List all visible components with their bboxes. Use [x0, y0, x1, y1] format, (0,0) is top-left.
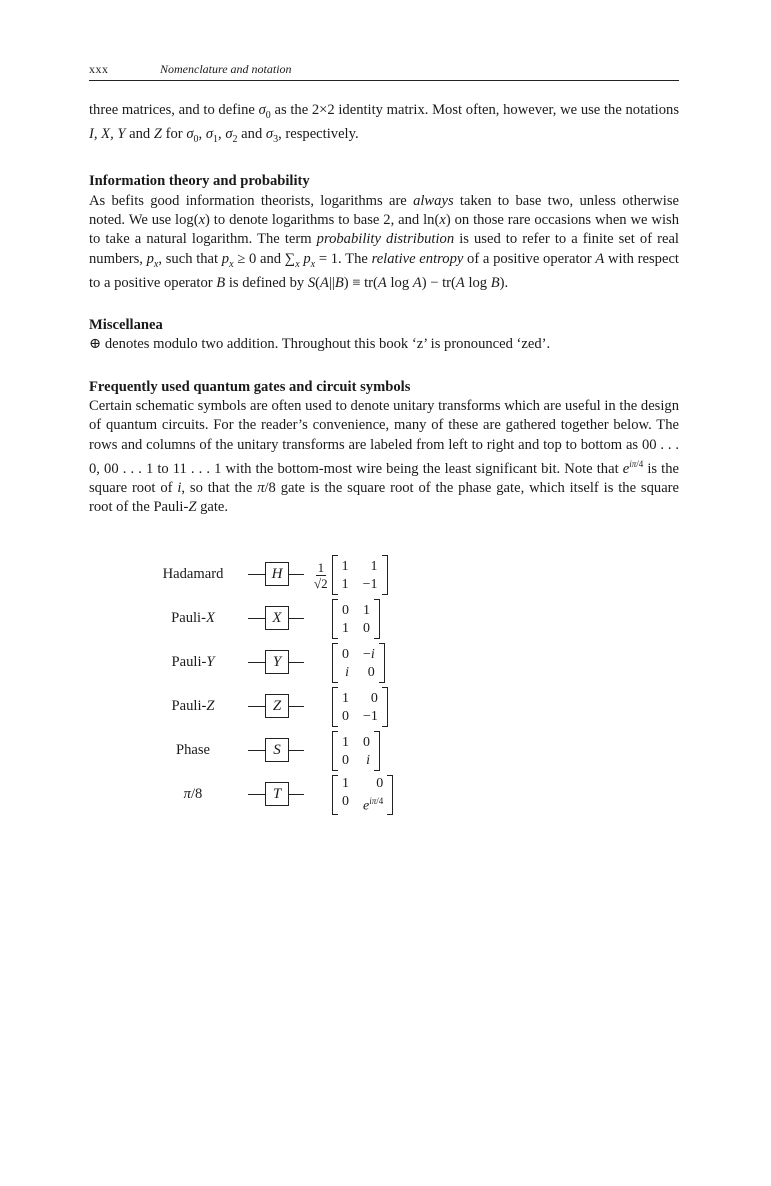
matrix-entry: −1 — [363, 708, 378, 724]
right-bracket — [379, 643, 385, 683]
right-bracket — [382, 555, 388, 595]
gate-matrix — [332, 599, 380, 639]
matrix-entry: 0 — [342, 752, 349, 768]
matrix-entry: 0 — [367, 664, 375, 680]
gate-matrix — [332, 775, 393, 815]
gate-name: Pauli-Y — [171, 654, 215, 670]
page-number: xxx — [89, 62, 109, 76]
gate-symbol: H — [265, 562, 289, 586]
section-heading-miscellanea: Miscellanea — [89, 317, 163, 334]
matrix-entry: 0 — [370, 690, 378, 706]
matrix-entry: 1 — [370, 558, 378, 574]
gate-matrix — [332, 643, 385, 683]
section-heading-information-theory: Information theory and probability — [89, 173, 310, 190]
matrix-entry: 0 — [342, 602, 349, 618]
right-bracket — [374, 731, 380, 771]
page — [89, 58, 679, 518]
gate-name: Pauli-X — [171, 610, 215, 626]
matrix-entry: 1 — [341, 576, 349, 592]
matrix-entry: 1 — [341, 558, 349, 574]
matrix-prefactor: $\frac{1}{√2}$ — [314, 559, 328, 591]
matrix-entries — [338, 690, 382, 725]
gate-matrix — [332, 731, 380, 771]
matrix-entry: 0 — [376, 776, 384, 792]
matrix-entries — [338, 734, 374, 769]
matrix-entry: 1 — [342, 690, 349, 706]
intro-paragraph: three matrices, and to define $\sigma_0$ as the 2×2 identity matrix. Most often, however, we use the notations I, X, Y and Z for $\sigma_0$, $\sigma_1$, $\sigma_2$ and $\sigma_3$, respectively. — [89, 102, 679, 146]
gate-matrix — [332, 687, 388, 727]
gate-symbol: Y — [265, 650, 289, 674]
right-bracket — [382, 687, 388, 727]
gate-name: Hadamard — [162, 566, 224, 582]
gate-name: π/8 — [183, 786, 203, 802]
matrix-entry: 0 — [342, 646, 349, 662]
matrix-entry: 0 — [363, 620, 370, 636]
gate-symbol: T — [265, 782, 289, 806]
matrix-entries — [338, 646, 379, 681]
matrix-entry: 1 — [342, 734, 349, 750]
gate-row — [154, 687, 514, 727]
gate-symbol: X — [265, 606, 289, 630]
gate-row — [154, 643, 514, 683]
gate-symbol: Z — [265, 694, 289, 718]
matrix-entries — [338, 775, 387, 815]
matrix-entries — [338, 602, 374, 637]
matrix-entry: 1 — [342, 620, 349, 636]
gate-row — [154, 775, 514, 815]
gate-name: Phase — [175, 742, 211, 758]
gate-matrix — [314, 555, 388, 595]
running-title: Nomenclature and notation — [160, 62, 292, 76]
section-body-information-theory: As befits good information theorists, logarithms are always taken to base two, unless otherwise noted. We use log(x) to denote logarithms to base 2, and ln(x) on those rare occasions when we wish to take a natural logarithm. The term probability distribution is used to refer to a finite set of real numbers, $p_x$, such that $p_x \ge 0$ and $\sum_x$ $p_x = 1$. The relative entropy of a positive operator A with respect to a positive operator B is defined by S(A||B) ≡ tr(A log A) − tr(A log B). — [89, 192, 679, 291]
matrix-entry: 0 — [363, 734, 370, 750]
section-body-miscellanea: ⊕ denotes modulo two addition. Throughout this book ‘z’ is pronounced ‘zed’. — [89, 336, 551, 353]
running-head — [89, 58, 679, 81]
section-heading-quantum-gates: Frequently used quantum gates and circuit symbols — [89, 378, 411, 395]
matrix-entry: 0 — [342, 794, 349, 810]
matrix-entry: 1 — [342, 776, 349, 792]
matrix-entry: −i — [363, 646, 375, 662]
gate-row — [154, 555, 514, 595]
gate-row — [154, 599, 514, 639]
matrix-entry: i — [345, 664, 349, 680]
gate-row — [154, 731, 514, 771]
right-bracket — [387, 775, 393, 815]
matrix-entry: 1 — [363, 602, 370, 618]
matrix-entry: 0 — [342, 708, 349, 724]
matrix-entry: i — [366, 752, 370, 768]
section-body-quantum-gates: Certain schematic symbols are often used to denote unitary transforms which are useful in the design of quantum circuits. For the reader’s convenience, many of these are gathered together below. The rows and columns of the unitary transforms are labeled from left to right and top to bottom as 00 . . . 0, 00 . . . 1 to 11 . . . 1 with the bottom-most wire being the least significant bit. Note that $e^{i\pi/4}$ is the square root of i, so that the π/8 gate is the square root of the phase gate, which itself is the square root of the Pauli-Z gate. — [89, 397, 680, 516]
matrix-entries — [338, 558, 382, 593]
right-bracket — [374, 599, 380, 639]
matrix-entry: −1 — [362, 576, 378, 592]
matrix-entry: $e^{i\pi/4}$ — [363, 796, 384, 814]
gate-name: Pauli-Z — [171, 698, 215, 714]
gate-symbol: S — [265, 738, 289, 762]
